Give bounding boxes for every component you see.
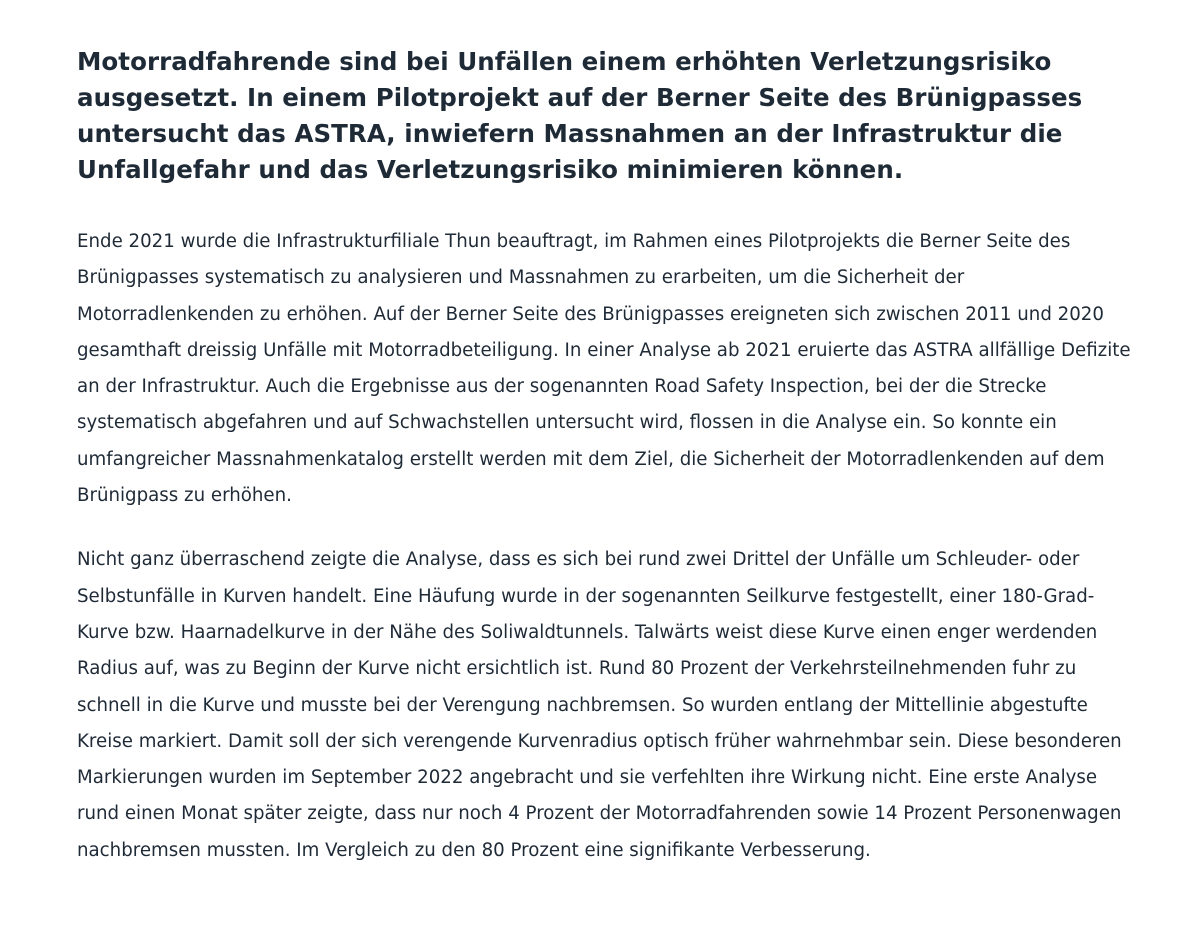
article-lead: Motorradfahrende sind bei Unfällen einem erhöhten Verletzungsrisiko ausgesetzt. In einem Pilotprojekt auf der Berner Seite des Brünigpasses untersucht das ASTRA, inwiefern Massnahmen an der Infrastruktur die Unfallgefahr und das Verletzungsrisiko minimieren können. <box>77 47 1083 184</box>
article-paragraph-1: Ende 2021 wurde die Infrastrukturfiliale Thun beauftragt, im Rahmen eines Pilotprojekts die Berner Seite des Brünigpasses systematisch zu analysieren und Massnahmen zu erarbeiten, um die Sicherheit der Motorradlenkenden zu erhöhen. Auf der Berner Seite des Brünigpasses ereigneten sich zwischen 2011 und 2020 gesamthaft dreissig Unfälle mit Motorradbeteiligung. In einer Analyse ab 2021 eruierte das ASTRA allfällige Defizite an der Infrastruktur. Auch die Ergebnisse aus der sogenannten Road Safety Inspection, bei der die Strecke systematisch abgefahren und auf Schwachstellen untersucht wird, flossen in die Analyse ein. So konnte ein umfangreicher Massnahmenkatalog erstellt werden mit dem Ziel, die Sicherheit der Motorradlenkenden auf dem Brünigpass zu erhöhen. <box>77 231 1131 507</box>
article-paragraph-2: Nicht ganz überraschend zeigte die Analyse, dass es sich bei rund zwei Drittel der Unfälle um Schleuder- oder Selbstunfälle in Kurven handelt. Eine Häufung wurde in der sogenannten Seilkurve festgestellt, einer 180-Grad-Kurve bzw. Haarnadelkurve in der Nähe des Soliwaldtunnels. Talwärts weist diese Kurve einen enger werdenden Radius auf, was zu Beginn der Kurve nicht ersichtlich ist. Rund 80 Prozent der Verkehrsteilnehmenden fuhr zu schnell in die Kurve und musste bei der Verengung nachbremsen. So wurden entlang der Mittellinie abgestufte Kreise markiert. Damit soll der sich verengende Kurvenradius optisch früher wahrnehmbar sein. Diese besonderen Markierungen wurden im September 2022 angebracht und sie verfehlten ihre Wirkung nicht. Eine erste Analyse rund einen Monat später zeigte, dass nur noch 4 Prozent der Motorradfahrenden sowie 14 Prozent Personenwagen nachbremsen mussten. Im Vergleich zu den 80 Prozent eine signifikante Verbesserung. <box>77 549 1122 861</box>
